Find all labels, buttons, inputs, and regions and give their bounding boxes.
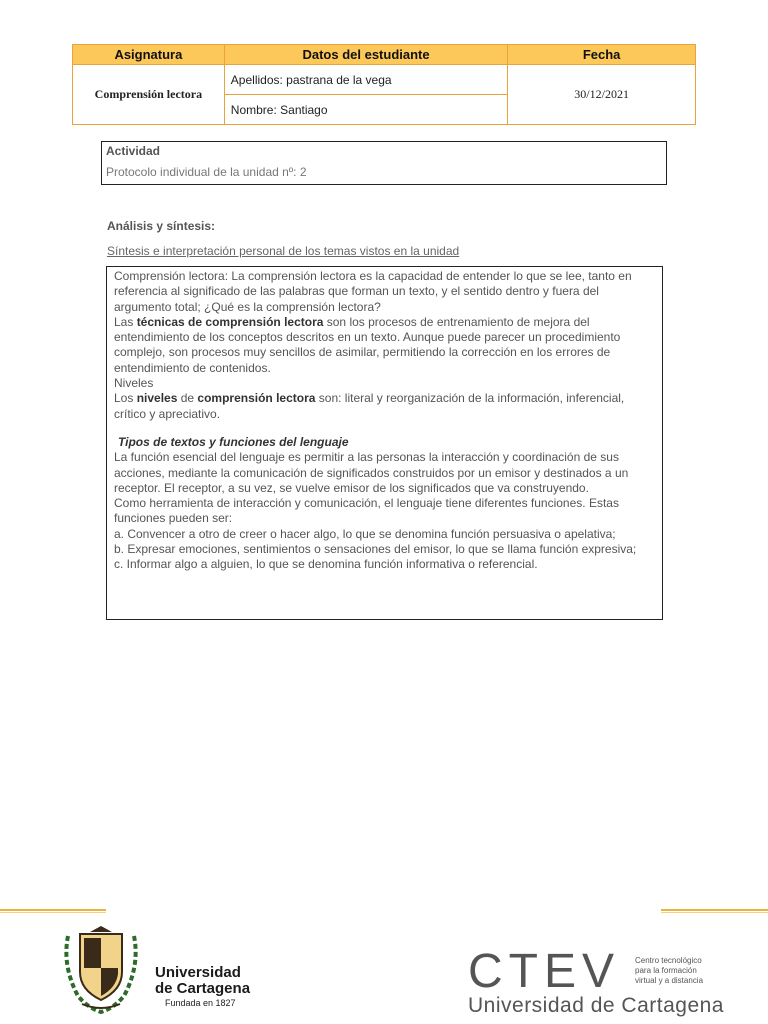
content-paragraph-4: Los niveles de comprensión lectora son: literal y reorganización de la información, inferencial, crítico y apreciativo.: [114, 391, 625, 421]
content-item-a: a. Convencer a otro de creer o hacer algo, lo que se denomina función persuasiva o apelativa;: [114, 526, 616, 541]
content-paragraph-5: La función esencial del lenguaje es permitir a las personas la interacción y coordinación de sus acciones, mediante la comunicación de significados construidos por un emisor y destinados a un receptor. El receptor, a su vez, se vuelve emisor de los significados que va construyendo.: [114, 450, 629, 495]
footer-line-right: [661, 909, 768, 913]
ctev-logo: [468, 945, 724, 1018]
bold-reading: comprensión lectora: [197, 391, 316, 406]
udc-logo-line1: Universidad: [155, 964, 241, 981]
content-box: [106, 266, 663, 620]
activity-box: [101, 141, 667, 185]
bold-levels: niveles: [136, 391, 178, 406]
ctev-university: Universidad de Cartagena: [468, 994, 724, 1017]
activity-value: Protocolo individual de la unidad nº: 2: [106, 165, 307, 179]
col-date-header: Fecha: [508, 45, 696, 65]
surname-cell: Apellidos: pastrana de la vega: [224, 65, 507, 95]
col-student-header: Datos del estudiante: [224, 45, 507, 65]
header-table: [72, 44, 696, 125]
subject-cell: Comprensión lectora: [73, 65, 225, 125]
name-cell: Nombre: Santiago: [224, 95, 507, 125]
content-paragraph-6: Como herramienta de interacción y comunicación, el lenguaje tiene diferentes funciones. Estas funciones pueden ser:: [114, 496, 619, 526]
udc-logo-line2: de Cartagena: [155, 980, 251, 997]
content-paragraph-2: Las técnicas de comprensión lectora son los procesos de entrenamiento de mejora del entendimiento de los conceptos descritos en un texto. Aunque puede parecer un procedimiento complejo, son procesos muy sencillos de asimilar, permitiendo la corrección en los errores de entendimiento de contenidos.: [114, 314, 621, 375]
footer-line-left: [0, 909, 106, 913]
activity-title: Actividad: [106, 144, 161, 158]
content-item-c: c. Informar algo a alguien, lo que se denomina función informativa o referencial.: [114, 557, 538, 572]
ctev-mark: CTEV: [468, 945, 621, 998]
analysis-subtitle: Síntesis e interpretación personal de los temas vistos en la unidad: [107, 244, 460, 258]
content-heading: Tipos de textos y funciones del lenguaje: [118, 434, 349, 449]
udc-founded: Fundada en 1827: [165, 998, 236, 1008]
content-item-b: b. Expresar emociones, sentimientos o sensaciones del emisor, lo que se llama función expresiva;: [114, 542, 637, 557]
university-crest-icon: [60, 926, 142, 1014]
ctev-tagline: Centro tecnológico para la formación virtual y a distancia: [635, 956, 704, 985]
bold-techniques: técnicas de comprensión lectora: [136, 314, 324, 329]
content-paragraph-1: Comprensión lectora: La comprensión lectora es la capacidad de entender lo que se lee, tanto en referencia al significado de las palabras que forman un texto, y el sentido dentro y fuera del argumento total; ¿Qué es la comprensión lectora?: [114, 269, 632, 314]
content-paragraph-3: Niveles: [114, 376, 154, 391]
udc-logo: [155, 965, 250, 1008]
col-subject-header: Asignatura: [73, 45, 225, 65]
analysis-title: Análisis y síntesis:: [107, 219, 216, 233]
date-cell: 30/12/2021: [508, 65, 696, 125]
